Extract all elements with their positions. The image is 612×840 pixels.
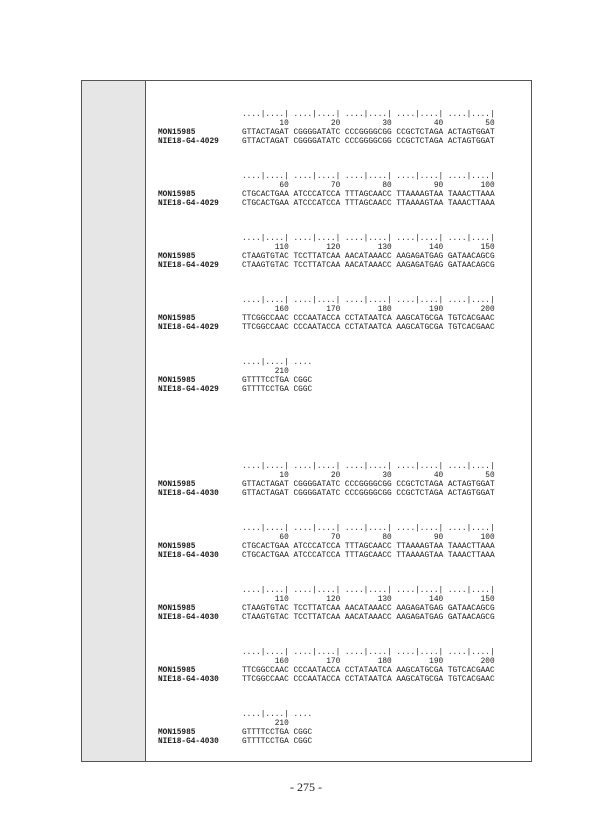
sequence-row (158, 605, 495, 614)
sequence-row (158, 676, 495, 685)
sequence-name: MON15985 (158, 377, 196, 385)
sequence-text: GTTTTCCTGA CGGC (242, 729, 313, 737)
sequence-text: GTTTTCCTGA CGGC (242, 738, 313, 746)
sequence-row (158, 377, 312, 386)
alignment-block (146, 111, 531, 173)
sequence-text: CTGCACTGAA ATCCCATCCA TTTAGCAACC TTAAAAGTAA TAAACTTAAA (242, 191, 495, 199)
position-numbers: 110 120 130 140 150 (242, 244, 495, 252)
sequence-text: CTGCACTGAA ATCCCATCCA TTTAGCAACC TTAAAAGTAA TAAACTTAAA (242, 543, 495, 551)
position-numbers: 10 20 30 40 50 (242, 120, 495, 128)
alignment-block (146, 359, 531, 421)
sequence-name: NIE18-G4-4029 (158, 386, 219, 394)
position-numbers: 60 70 80 90 100 (242, 534, 495, 542)
page-number: - 275 - (290, 780, 322, 794)
sequence-row (158, 481, 495, 490)
position-ruler: ....|....| .... (242, 711, 313, 719)
sequence-text: GTTACTAGAT CGGGGATATC CCCGGGGCGG CCGCTCTAGA ACTAGTGGAT (242, 490, 495, 498)
sequence-row (158, 667, 495, 676)
sequence-name: MON15985 (158, 729, 196, 737)
alignment-block (146, 525, 531, 587)
sequence-row (158, 253, 495, 262)
sequence-name: NIE18-G4-4030 (158, 552, 219, 560)
position-numbers: 210 (242, 368, 289, 376)
sequence-text: TTCGGCCAAC CCCAATACCA CCTATAATCA AAGCATGCGA TGTCACGAAC (242, 315, 495, 323)
sequence-row (158, 262, 495, 271)
alignment-table (81, 80, 532, 762)
sequence-name: MON15985 (158, 191, 196, 199)
sequence-row (158, 543, 495, 552)
alignment-block (146, 297, 531, 359)
position-ruler: ....|....| ....|....| ....|....| ....|....| ....|....| (242, 173, 495, 181)
position-numbers: 10 20 30 40 50 (242, 472, 495, 480)
sequence-text: TTCGGCCAAC CCCAATACCA CCTATAATCA AAGCATGCGA TGTCACGAAC (242, 676, 495, 684)
sequence-row (158, 324, 495, 333)
alignment-section-2 (146, 463, 531, 773)
sequence-name: NIE18-G4-4030 (158, 614, 219, 622)
sequence-name: NIE18-G4-4030 (158, 738, 219, 746)
sequence-name: MON15985 (158, 129, 196, 137)
alignment-block (146, 711, 531, 773)
sequence-text: TTCGGCCAAC CCCAATACCA CCTATAATCA AAGCATGCGA TGTCACGAAC (242, 324, 495, 332)
sequence-row (158, 729, 312, 738)
sequence-name: NIE18-G4-4029 (158, 324, 219, 332)
alignment-block (146, 649, 531, 711)
position-numbers: 210 (242, 720, 289, 728)
sequence-text: CTAAGTGTAC TCCTTATCAA AACATAAACC AAGAGATGAG GATAACAGCG (242, 253, 495, 261)
sequence-name: MON15985 (158, 481, 196, 489)
sequence-name: NIE18-G4-4029 (158, 200, 219, 208)
position-ruler: ....|....| .... (242, 359, 313, 367)
sequence-name: MON15985 (158, 253, 196, 261)
position-numbers: 160 170 180 190 200 (242, 306, 495, 314)
sequence-row (158, 129, 495, 138)
alignment-block (146, 463, 531, 525)
sequence-text: GTTACTAGAT CGGGGATATC CCCGGGGCGG CCGCTCTAGA ACTAGTGGAT (242, 129, 495, 137)
sequence-row (158, 490, 495, 499)
sequence-row (158, 738, 312, 747)
position-ruler: ....|....| ....|....| ....|....| ....|....| ....|....| (242, 525, 495, 533)
sequence-row (158, 200, 495, 209)
position-ruler: ....|....| ....|....| ....|....| ....|....| ....|....| (242, 463, 495, 471)
sequence-text: GTTACTAGAT CGGGGATATC CCCGGGGCGG CCGCTCTAGA ACTAGTGGAT (242, 481, 495, 489)
alignment-content (146, 81, 531, 761)
sequence-name: NIE18-G4-4030 (158, 676, 219, 684)
sequence-text: CTGCACTGAA ATCCCATCCA TTTAGCAACC TTAAAAGTAA TAAACTTAAA (242, 552, 495, 560)
position-ruler: ....|....| ....|....| ....|....| ....|....| ....|....| (242, 235, 495, 243)
position-ruler: ....|....| ....|....| ....|....| ....|....| ....|....| (242, 111, 495, 119)
sequence-name: NIE18-G4-4029 (158, 138, 219, 146)
position-ruler: ....|....| ....|....| ....|....| ....|....| ....|....| (242, 297, 495, 305)
sequence-name: MON15985 (158, 667, 196, 675)
alignment-block (146, 173, 531, 235)
position-numbers: 60 70 80 90 100 (242, 182, 495, 190)
sequence-text: CTAAGTGTAC TCCTTATCAA AACATAAACC AAGAGATGAG GATAACAGCG (242, 262, 495, 270)
alignment-block (146, 235, 531, 297)
sequence-text: CTAAGTGTAC TCCTTATCAA AACATAAACC AAGAGATGAG GATAACAGCG (242, 605, 495, 613)
sequence-name: MON15985 (158, 315, 196, 323)
sequence-text: TTCGGCCAAC CCCAATACCA CCTATAATCA AAGCATGCGA TGTCACGAAC (242, 667, 495, 675)
sequence-name: NIE18-G4-4029 (158, 262, 219, 270)
table-left-column (82, 81, 146, 761)
sequence-row (158, 386, 312, 395)
position-ruler: ....|....| ....|....| ....|....| ....|....| ....|....| (242, 587, 495, 595)
sequence-row (158, 191, 495, 200)
sequence-name: NIE18-G4-4030 (158, 490, 219, 498)
position-numbers: 110 120 130 140 150 (242, 596, 495, 604)
sequence-name: MON15985 (158, 605, 196, 613)
alignment-section-1 (146, 111, 531, 421)
sequence-row (158, 138, 495, 147)
sequence-name: MON15985 (158, 543, 196, 551)
sequence-row (158, 614, 495, 623)
position-ruler: ....|....| ....|....| ....|....| ....|....| ....|....| (242, 649, 495, 657)
sequence-text: GTTTTCCTGA CGGC (242, 386, 313, 394)
sequence-row (158, 315, 495, 324)
sequence-text: GTTACTAGAT CGGGGATATC CCCGGGGCGG CCGCTCTAGA ACTAGTGGAT (242, 138, 495, 146)
alignment-block (146, 587, 531, 649)
sequence-row (158, 552, 495, 561)
sequence-text: CTGCACTGAA ATCCCATCCA TTTAGCAACC TTAAAAGTAA TAAACTTAAA (242, 200, 495, 208)
position-numbers: 160 170 180 190 200 (242, 658, 495, 666)
sequence-text: CTAAGTGTAC TCCTTATCAA AACATAAACC AAGAGATGAG GATAACAGCG (242, 614, 495, 622)
sequence-text: GTTTTCCTGA CGGC (242, 377, 313, 385)
